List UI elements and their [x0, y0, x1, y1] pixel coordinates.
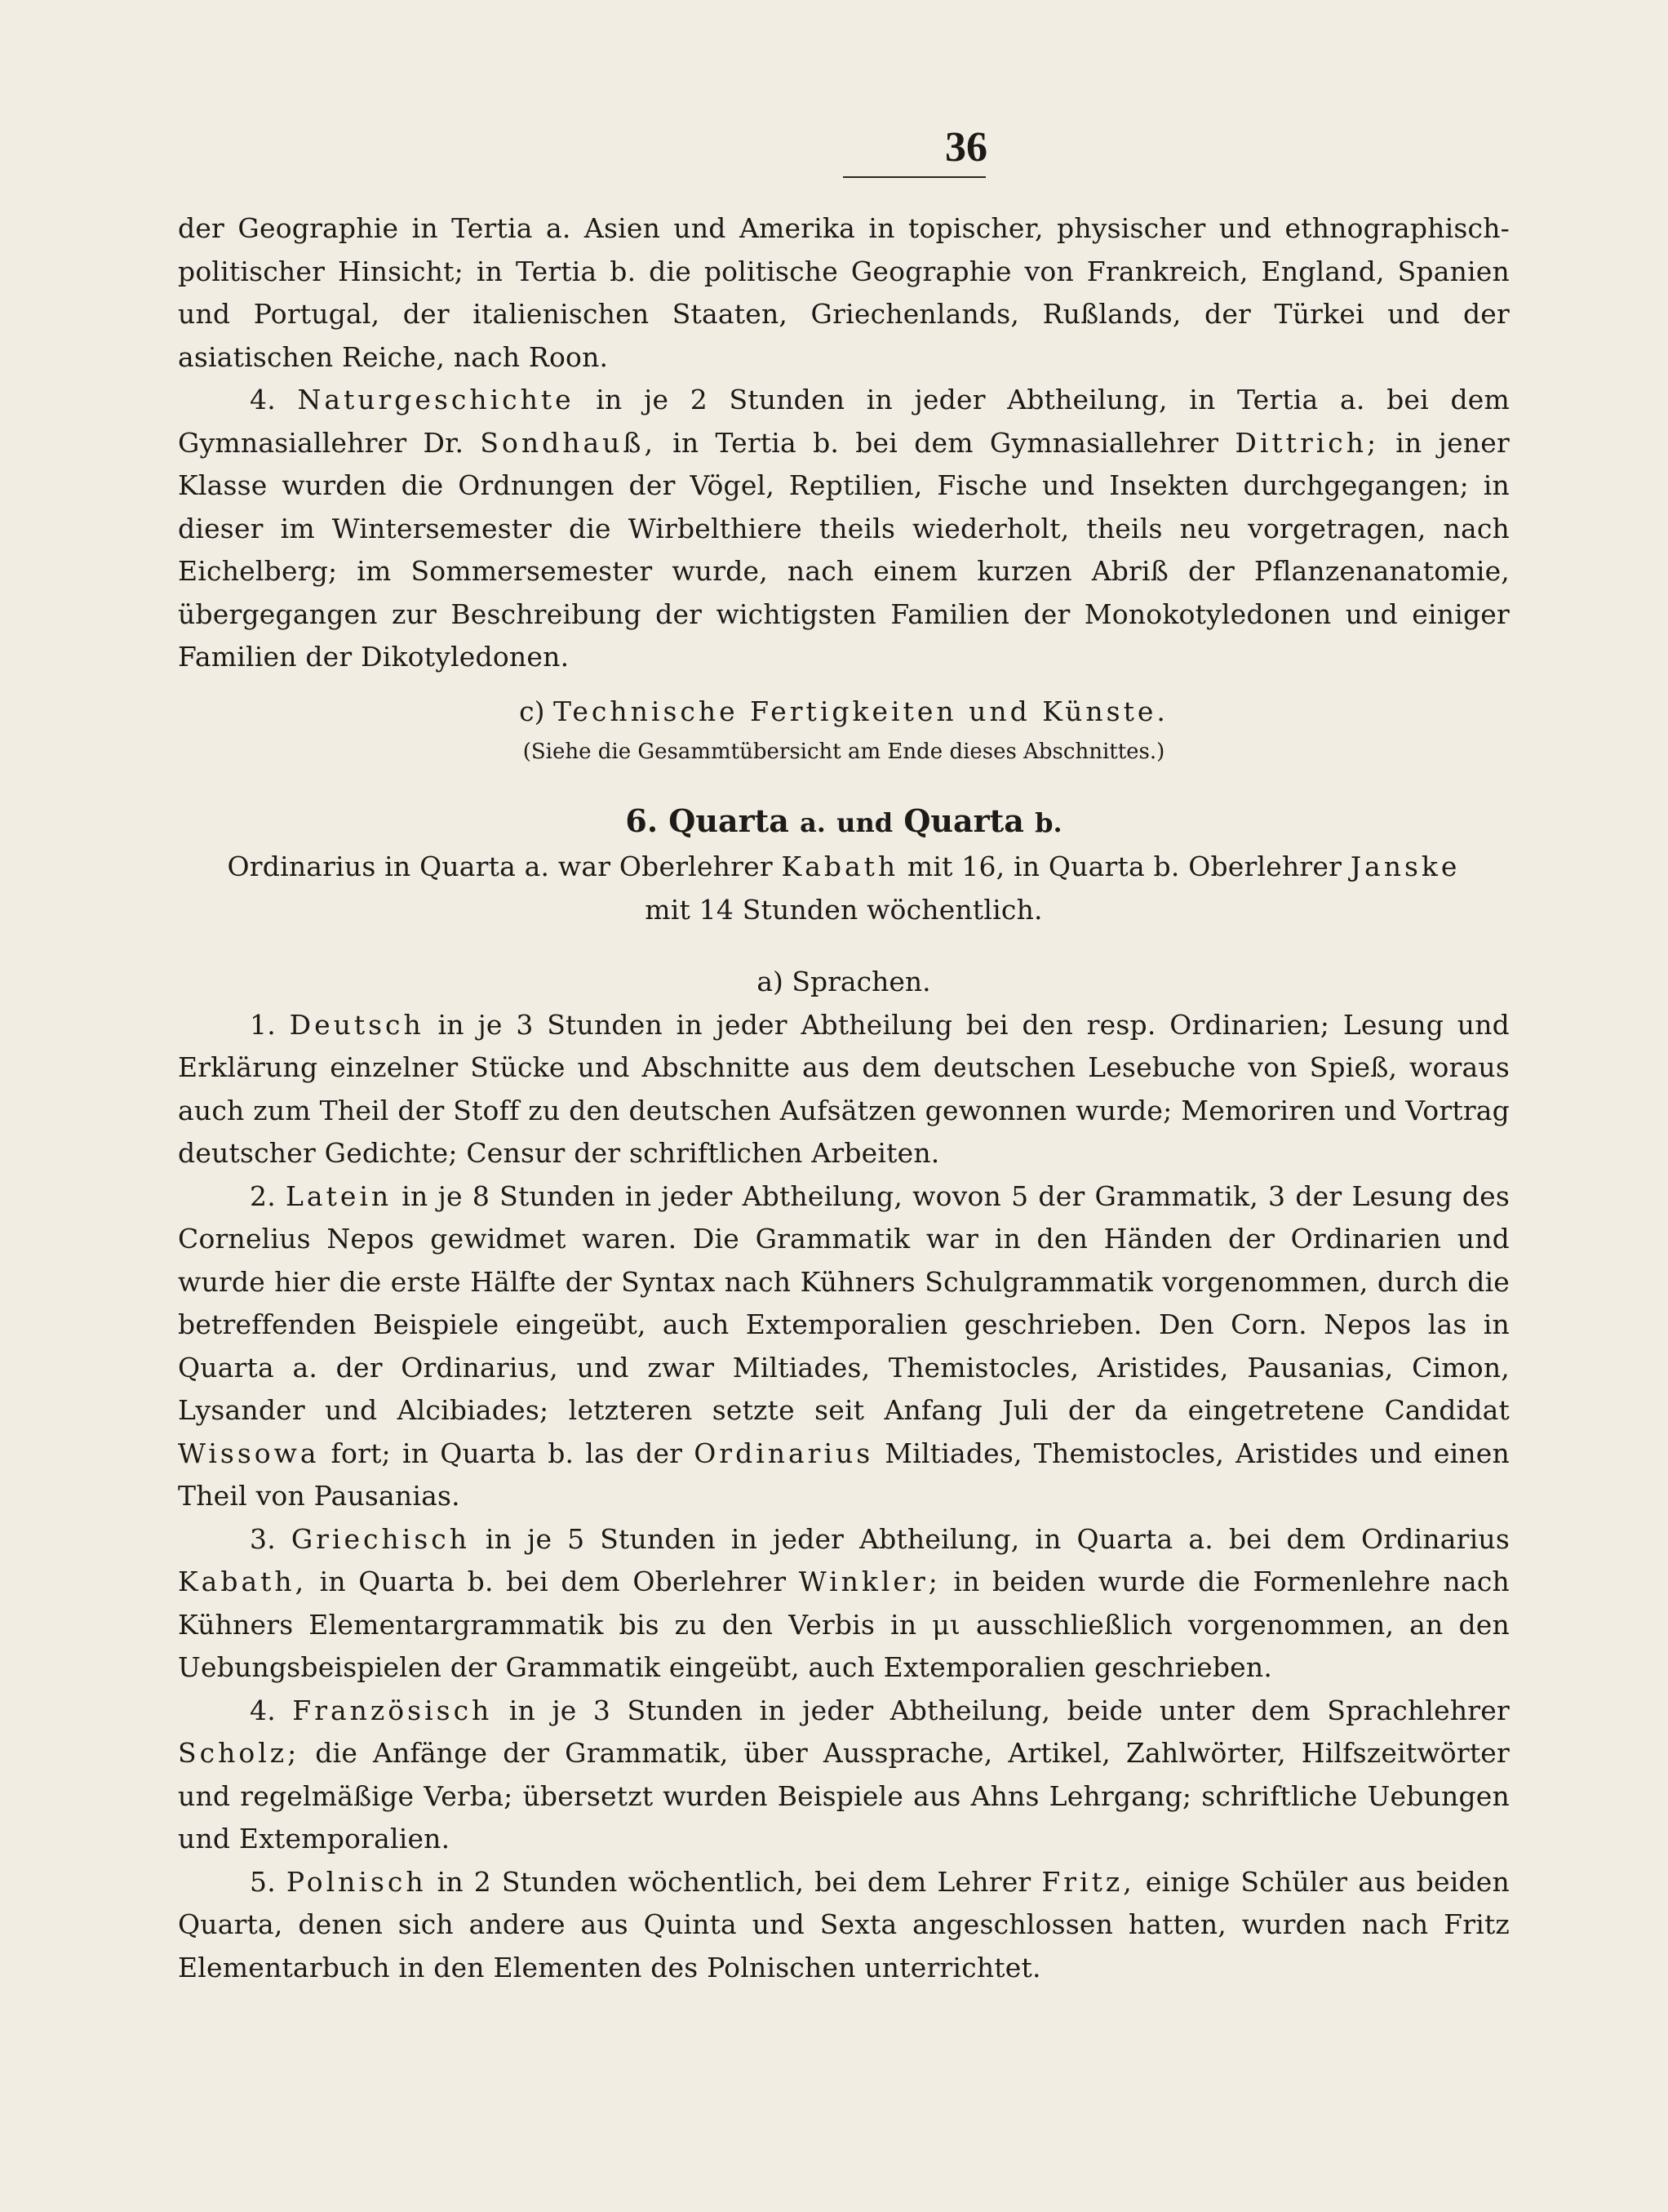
section-letter-a: a. — [800, 807, 826, 838]
ordinarius-word: Ordinarius — [694, 1437, 874, 1469]
teacher-name: Wissowa — [178, 1437, 320, 1469]
section-title-a: Quarta — [668, 802, 789, 839]
paragraph-text: Miltiades, Themistocles, Aristides und einen Theil von Pausanias. — [178, 1437, 1510, 1512]
paragraph-text: in je 5 Stunden in jeder Abtheilung, in Quarta a. bei dem Ordinarius — [485, 1522, 1510, 1555]
item-number: 3. — [250, 1522, 276, 1555]
item-number: 4. — [250, 1694, 276, 1726]
section-note: (Siehe die Gesammtübersicht am Ende dieses Abschnittes.) — [522, 740, 1165, 764]
section-prefix: c) — [519, 695, 545, 727]
item-number: 4. — [250, 384, 276, 415]
section-number: 6. — [625, 802, 659, 839]
paragraph-text: in beiden wurde die Formenlehre nach Kühners Elementargrammatik bis zu den Verbis in μι ausschließlich vorgenommen, an den Uebungsbeispielen der Grammatik eingeübt, auch Extemporalien geschrieben. — [178, 1566, 1510, 1683]
section-heading-c — [178, 691, 1510, 734]
teacher-name: Sondhauß, — [480, 426, 656, 459]
paragraph-text: in je 2 Stunden in jeder Abtheilung, in Tertia a. bei dem Gymnasiallehrer Dr. — [178, 384, 1510, 459]
item-number: 2. — [250, 1179, 276, 1212]
paragraph-text: die Anfänge der Grammatik, über Aussprache, Artikel, Zahlwörter, Hilfszeitwörter und regelmäßige Verba; übersetzt wurden Beispiele aus Ahns Lehrgang; schriftliche Uebungen und Extemporalien. — [178, 1737, 1510, 1854]
teacher-name: Kabath, — [178, 1566, 308, 1597]
subject-title: Latein — [286, 1179, 393, 1212]
teacher-name: Kabath — [781, 851, 899, 882]
page-number: 36 — [945, 124, 987, 171]
subject-title: Griechisch — [291, 1522, 470, 1555]
item-number: 5. — [250, 1865, 276, 1898]
teacher-name: Dittrich; — [1235, 426, 1380, 459]
paragraph-polnisch — [178, 1861, 1510, 1990]
paragraph-text: in Tertia b. bei dem Gymnasiallehrer — [672, 426, 1219, 459]
paragraph-text: Ordinarius in Quarta a. war Oberlehrer — [227, 851, 773, 882]
page-number-rule — [843, 176, 986, 178]
paragraph-franzoesisch — [178, 1690, 1510, 1861]
paragraph-text: in je 8 Stunden in jeder Abtheilung, wovon 5 der Grammatik, 3 der Lesung des Cornelius Nepos gewidmet waren. Die Grammatik war in den Händen der Ordinarien und wurde hier die erste Hälfte der Syntax nach Kühners Schulgrammatik vorgenommen, durch die betreffenden Beispiele eingeübt, auch Extemporalien geschrieben. Den Corn. Nepos las in Quarta a. der Ordinarius, und zwar Miltiades, Themistocles, Aristides, Pausanias, Cimon, Lysander und Alcibiades; letzteren setzte seit Anfang Juli der da eingetretene Candidat — [178, 1179, 1510, 1426]
paragraph-text: in Quarta b. bei dem Oberlehrer — [319, 1566, 787, 1597]
paragraph-griechisch — [178, 1518, 1510, 1690]
paragraph-text: in jener Klasse wurden die Ordnungen der Vögel, Reptilien, Fische und Insekten durchgegangen; in dieser im Wintersemester die Wirbelthiere theils wiederholt, theils neu vorgetragen, nach Eichelberg; im Sommersemester wurde, nach einem kurzen Abriß der Pflanzenanatomie, übergegangen zur Beschreibung der wichtigsten Familien der Monokotyledonen und einiger Familien der Dikotyledonen. — [178, 426, 1510, 673]
paragraph-text: in 2 Stunden wöchentlich, bei dem Lehrer — [437, 1865, 1031, 1898]
paragraph-latein — [178, 1175, 1510, 1518]
subject-title: Deutsch — [289, 1008, 424, 1041]
teacher-name: Janske — [1350, 851, 1461, 882]
text-block — [178, 207, 1510, 1989]
teacher-name: Scholz; — [178, 1737, 300, 1769]
section-title-b: Quarta — [903, 802, 1024, 839]
paragraph-text: in je 3 Stunden in jeder Abtheilung bei den resp. Ordinarien; Lesung und Erklärung einzelner Stücke und Abschnitte aus dem deutschen Lesebuche von Spieß, woraus auch zum Theil der Stoff zu den deutschen Aufsätzen gewonnen wurde; Memoriren und Vortrag deutscher Gedichte; Censur der schriftlichen Arbeiten. — [178, 1008, 1510, 1169]
paragraph-naturgeschichte — [178, 379, 1510, 679]
subject-title: Naturgeschichte — [297, 384, 574, 415]
paragraph-text: in je 3 Stunden in jeder Abtheilung, beide unter dem Sprachlehrer — [508, 1694, 1510, 1726]
teacher-name: Fritz, — [1041, 1865, 1135, 1898]
subject-title: Polnisch — [286, 1865, 427, 1898]
paragraph-text: mit 16, in Quarta b. Oberlehrer — [907, 851, 1342, 882]
section-title: Technische Fertigkeiten und Künste. — [552, 695, 1169, 727]
page-content — [178, 122, 1510, 1989]
paragraph-geographie: der Geographie in Tertia a. Asien und Amerika in topischer, physischer und ethnographisch-politischer Hinsicht; in Tertia b. die politische Geographie von Frankreich, England, Spanien und Portugal, der italienischen Staaten, Griechenlands, Rußlands, der Türkei und der asiatischen Reiche, nach Roon. — [178, 212, 1510, 373]
paragraph-text: fort; in Quarta b. las der — [330, 1437, 683, 1469]
paragraph-deutsch — [178, 1004, 1510, 1175]
section-letter-b: b. — [1035, 807, 1062, 838]
paragraph-text: einige Schüler aus beiden Quarta, denen sich andere aus Quinta und Sexta angeschlossen hatten, wurden nach Fritz Elementarbuch in den Elementen des Polnischen unterrichtet. — [178, 1865, 1510, 1983]
subject-title: Französisch — [292, 1694, 493, 1726]
paragraph-ordinarius — [178, 846, 1510, 931]
paragraph-text: mit 14 Stunden wöchentlich. — [645, 893, 1043, 926]
item-number: 1. — [250, 1008, 276, 1041]
teacher-name: Winkler; — [798, 1566, 941, 1597]
section-heading-6 — [178, 798, 1510, 846]
section-connector: und — [836, 807, 894, 838]
section-heading-a: a) Sprachen. — [756, 966, 931, 997]
